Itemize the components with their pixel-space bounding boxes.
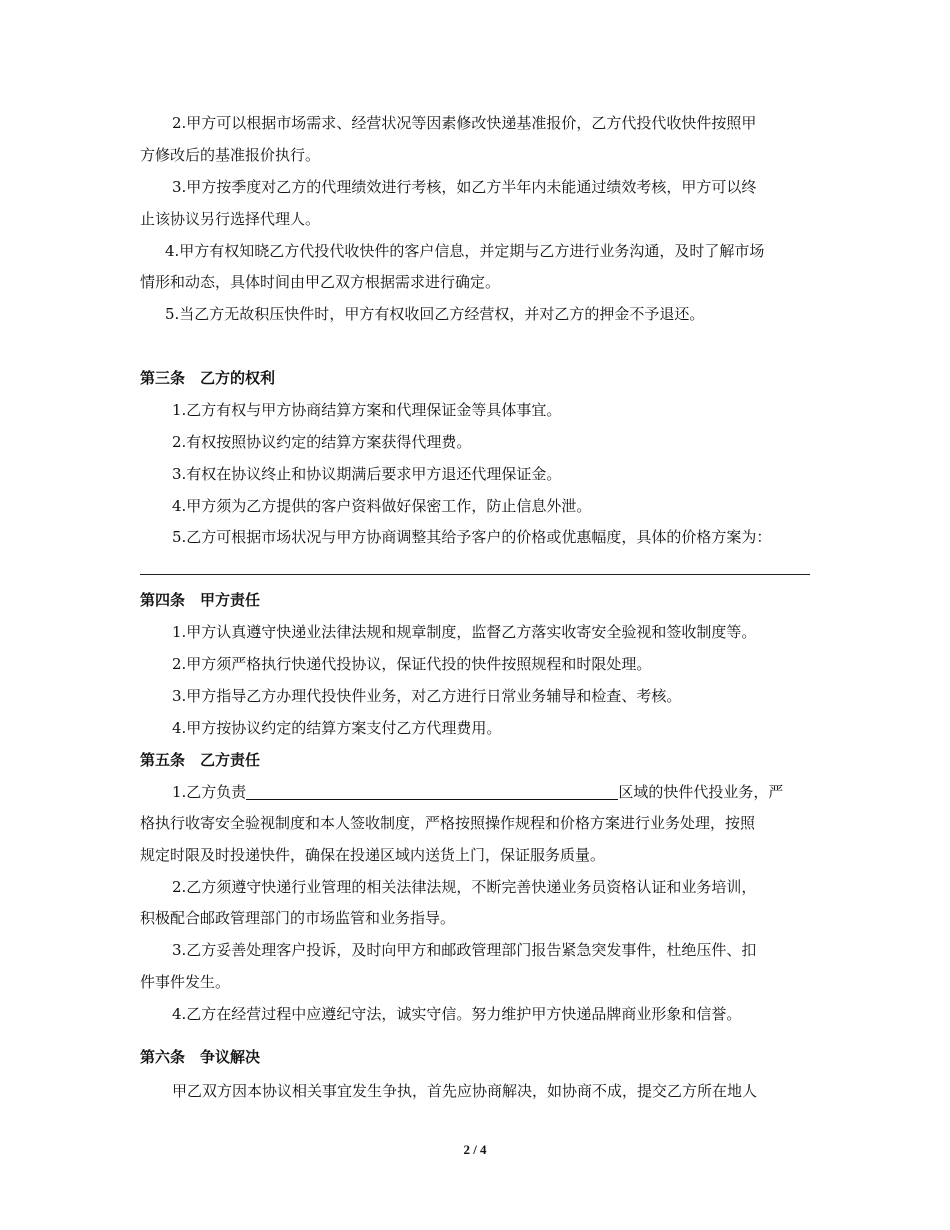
paragraph-line: 方修改后的基准报价执行。	[140, 146, 321, 164]
section-heading: 第四条 甲方责任	[140, 591, 261, 609]
list-item: 3.甲方指导乙方办理代投快件业务，对乙方进行日常业务辅导和检查、考核。	[172, 687, 682, 705]
list-item	[172, 781, 812, 803]
section-heading: 第六条 争议解决	[140, 1048, 261, 1066]
item-suffix: 区域的快件代投业务，严	[618, 783, 784, 801]
divider-rule	[140, 574, 810, 575]
list-item: 4.甲方按协议约定的结算方案支付乙方代理费用。	[172, 719, 502, 737]
item-prefix: 1.乙方负责	[172, 783, 247, 801]
list-item: 4.甲方须为乙方提供的客户资料做好保密工作，防止信息外泄。	[172, 497, 592, 515]
paragraph-line: 3.乙方妥善处理客户投诉，及时向甲方和邮政管理部门报告紧急突发事件，杜绝压件、扣	[172, 941, 757, 959]
list-item: 2.甲方须严格执行快递代投协议，保证代投的快件按照规程和时限处理。	[172, 655, 652, 673]
paragraph-line: 规定时限及时投递快件，确保在投递区域内送货上门，保证服务质量。	[140, 846, 606, 864]
list-item: 5.乙方可根据市场状况与甲方协商调整其给予客户的价格或优惠幅度，具体的价格方案为：	[172, 528, 772, 546]
list-item: 4.乙方在经营过程中应遵纪守法，诚实守信。努力维护甲方快递品牌商业形象和信誉。	[172, 1005, 742, 1023]
paragraph-line: 5.当乙方无故积压快件时，甲方有权收回乙方经营权，并对乙方的押金不予退还。	[165, 305, 705, 323]
section-heading: 第三条 乙方的权利	[140, 369, 276, 387]
fill-in-blank[interactable]	[246, 783, 618, 800]
paragraph-line: 甲乙双方因本协议相关事宜发生争执，首先应协商解决，如协商不成，提交乙方所在地人	[172, 1082, 758, 1100]
list-item: 3.有权在协议终止和协议期满后要求甲方退还代理保证金。	[172, 465, 562, 483]
paragraph-line: 2.甲方可以根据市场需求、经营状况等因素修改快递基准报价，乙方代投代收快件按照甲	[172, 114, 757, 132]
paragraph-line: 3.甲方按季度对乙方的代理绩效进行考核，如乙方半年内未能通过绩效考核，甲方可以终	[172, 178, 757, 196]
paragraph-line: 积极配合邮政管理部门的市场监管和业务指导。	[140, 909, 456, 927]
paragraph-line: 件事件发生。	[140, 973, 231, 991]
paragraph-line: 止该协议另行选择代理人。	[140, 210, 321, 228]
paragraph-line: 情形和动态，具体时间由甲乙双方根据需求进行确定。	[140, 273, 501, 291]
page-number: 2 / 4	[463, 1142, 487, 1157]
list-item: 2.有权按照协议约定的结算方案获得代理费。	[172, 433, 472, 451]
section-heading: 第五条 乙方责任	[140, 751, 261, 769]
paragraph-line: 格执行收寄安全验视制度和本人签收制度，严格按照操作规程和价格方案进行业务处理，按照	[140, 814, 756, 832]
list-item: 1.甲方认真遵守快递业法律法规和规章制度，监督乙方落实收寄安全验视和签收制度等。	[172, 623, 757, 641]
paragraph-line: 2.乙方须遵守快递行业管理的相关法律法规，不断完善快递业务员资格认证和业务培训，	[172, 878, 757, 896]
paragraph-line: 4.甲方有权知晓乙方代投代收快件的客户信息，并定期与乙方进行业务沟通，及时了解市场	[165, 242, 765, 260]
list-item: 1.乙方有权与甲方协商结算方案和代理保证金等具体事宜。	[172, 401, 562, 419]
